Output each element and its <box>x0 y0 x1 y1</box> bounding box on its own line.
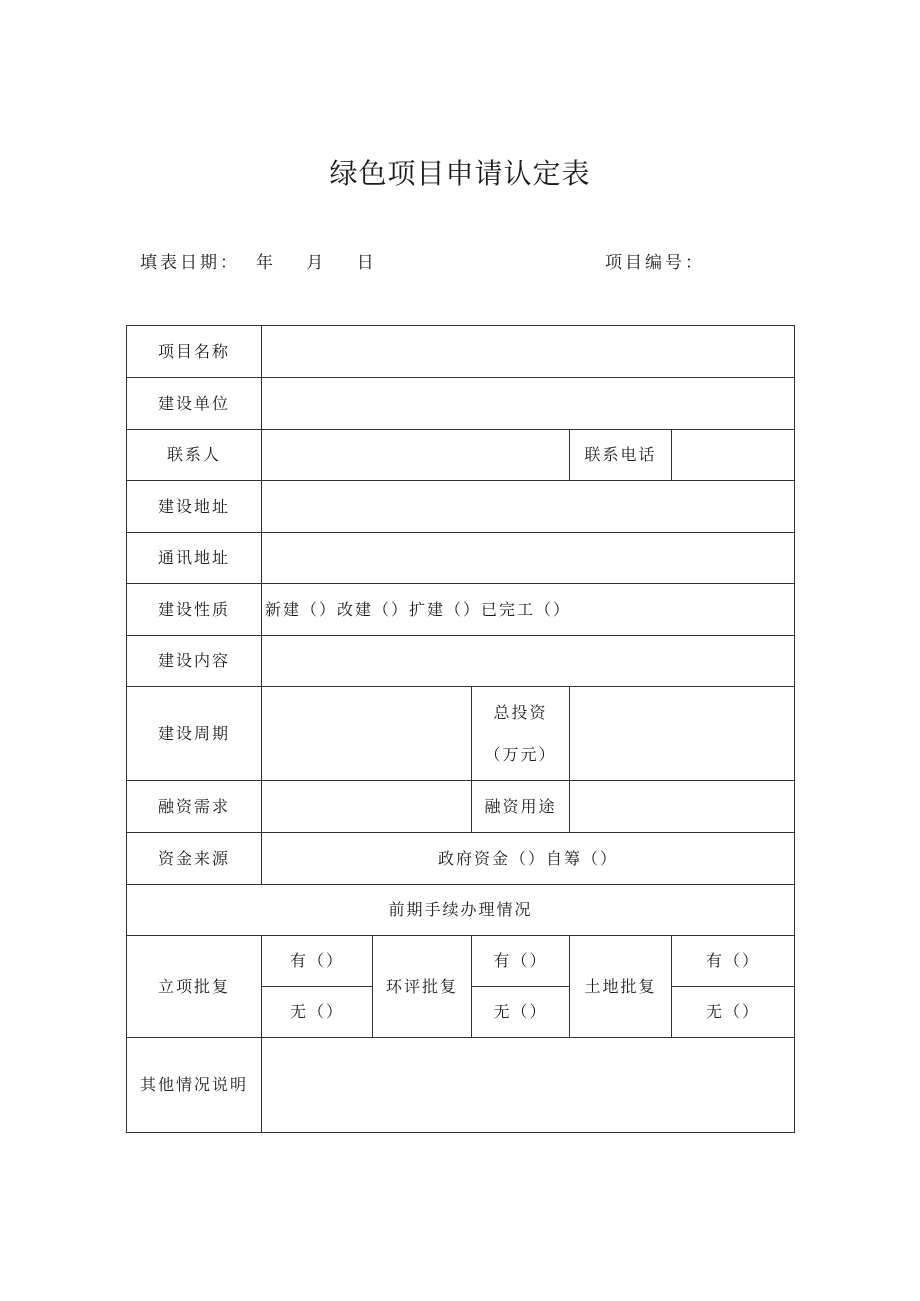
label-contact-phone: 联系电话 <box>570 430 672 481</box>
label-project-approval: 立项批复 <box>127 936 262 1038</box>
row-mailing-address <box>127 533 795 584</box>
label-mailing-address: 通讯地址 <box>127 533 262 584</box>
label-eia-approval: 环评批复 <box>373 936 472 1038</box>
eia-approval-yes[interactable]: 有（） <box>472 936 570 987</box>
label-fund-source: 资金来源 <box>127 833 262 885</box>
label-contact-person: 联系人 <box>127 430 262 481</box>
fill-date <box>140 248 388 273</box>
fill-date-label: 填表日期： <box>140 253 240 273</box>
label-project-name: 项目名称 <box>127 326 262 378</box>
fund-source-options[interactable]: 政府资金（）自筹（） <box>262 833 795 885</box>
row-construction-content <box>127 636 795 687</box>
label-total-investment <box>472 687 570 781</box>
financing-use-field[interactable] <box>570 781 795 833</box>
label-construction-unit: 建设单位 <box>127 378 262 430</box>
other-notes-field[interactable] <box>262 1038 795 1133</box>
row-construction-unit <box>127 378 795 430</box>
label-other-notes: 其他情况说明 <box>127 1038 262 1133</box>
row-construction-address <box>127 481 795 533</box>
total-investment-text: 总投资 <box>493 703 548 723</box>
section-preliminary-procedures: 前期手续办理情况 <box>127 885 795 936</box>
row-approvals-yes <box>127 936 795 987</box>
project-number-label: 项目编号： <box>605 253 705 273</box>
contact-phone-field[interactable] <box>672 430 795 481</box>
row-fund-source <box>127 833 795 885</box>
label-construction-content: 建设内容 <box>127 636 262 687</box>
row-preliminary-procedures <box>127 885 795 936</box>
construction-address-field[interactable] <box>262 481 795 533</box>
mailing-address-field[interactable] <box>262 533 795 584</box>
land-approval-yes[interactable]: 有（） <box>672 936 795 987</box>
label-construction-address: 建设地址 <box>127 481 262 533</box>
label-construction-period: 建设周期 <box>127 687 262 781</box>
total-investment-field[interactable] <box>570 687 795 781</box>
contact-person-field[interactable] <box>262 430 570 481</box>
construction-period-field[interactable] <box>262 687 472 781</box>
project-approval-no[interactable]: 无（） <box>262 987 373 1038</box>
row-construction-nature <box>127 584 795 636</box>
construction-nature-options[interactable]: 新建（）改建（）扩建（）已完工（） <box>262 584 795 636</box>
fill-date-placeholder: 年 月 日 <box>256 253 388 273</box>
application-form-table <box>126 325 795 1133</box>
construction-content-field[interactable] <box>262 636 795 687</box>
label-financing-need: 融资需求 <box>127 781 262 833</box>
label-construction-nature: 建设性质 <box>127 584 262 636</box>
eia-approval-no[interactable]: 无（） <box>472 987 570 1038</box>
financing-need-field[interactable] <box>262 781 472 833</box>
row-construction-period <box>127 687 795 781</box>
row-other-notes <box>127 1038 795 1133</box>
row-project-name <box>127 326 795 378</box>
row-contact <box>127 430 795 481</box>
label-land-approval: 土地批复 <box>570 936 672 1038</box>
project-name-field[interactable] <box>262 326 795 378</box>
land-approval-no[interactable]: 无（） <box>672 987 795 1038</box>
project-approval-yes[interactable]: 有（） <box>262 936 373 987</box>
label-financing-use: 融资用途 <box>472 781 570 833</box>
row-financing <box>127 781 795 833</box>
construction-unit-field[interactable] <box>262 378 795 430</box>
investment-unit-text: （万元） <box>484 744 557 764</box>
form-title: 绿色项目申请认定表 <box>329 157 591 190</box>
